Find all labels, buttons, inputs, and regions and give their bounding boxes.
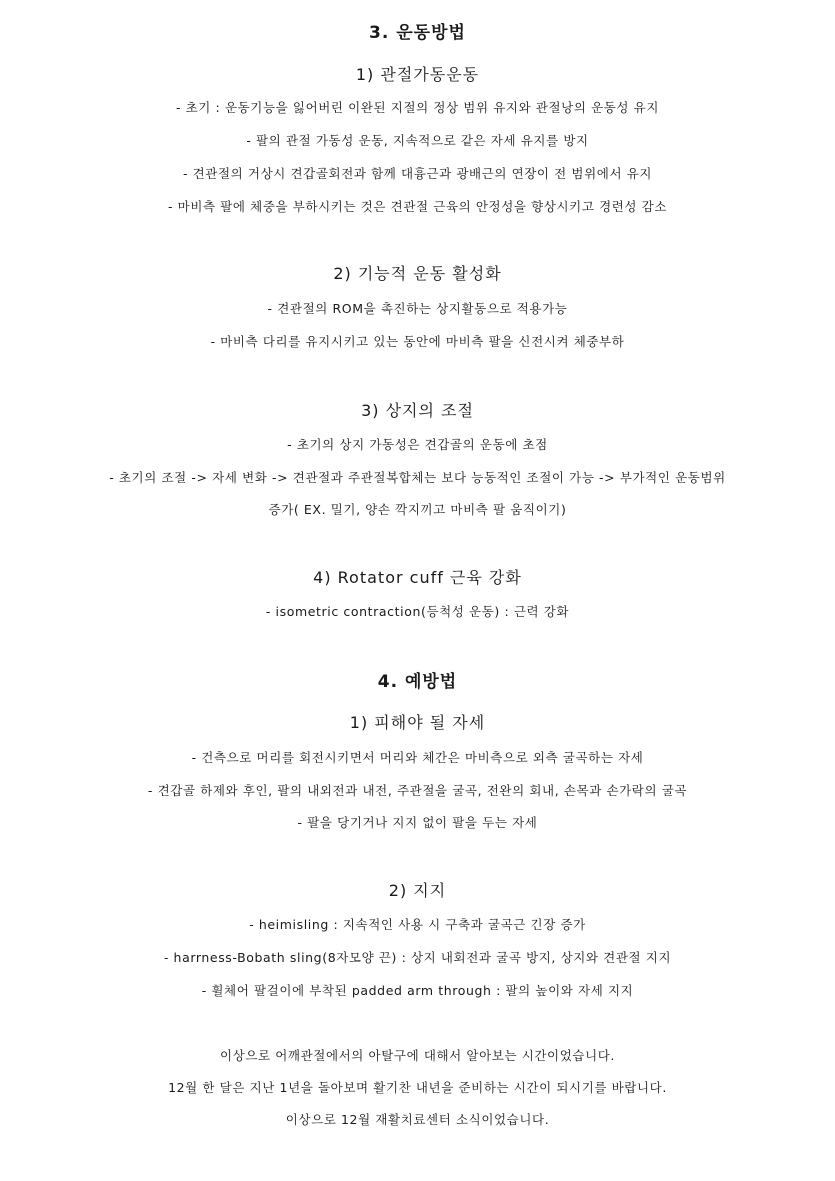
- section-4-sub1-title: 1) 피해야 될 자세: [349, 713, 486, 732]
- section-4-sub2-title: 2) 지지: [388, 881, 447, 900]
- closing-line-3: 이상으로 12월 재활치료센터 소식이었습니다.: [285, 1112, 550, 1127]
- section-3-sub4-line-1: - isometric contraction(등척성 운동) : 근력 강화: [265, 604, 570, 619]
- section-4-sub2-line-2: - harrness-Bobath sling(8자모양 끈) : 상지 내회전과 굴곡 방지, 상지와 견관절 지지: [163, 950, 672, 965]
- section-3-sub3-line-1: - 초기의 상지 가동성은 견갑골의 운동에 초점: [287, 437, 548, 452]
- section-4-sub1-line-3: - 팔을 당기거나 지지 없이 팔을 두는 자세: [297, 815, 538, 830]
- section-4-sub1-line-1: - 건측으로 머리를 회전시키면서 머리와 체간은 마비측으로 외측 굴곡하는 자세: [191, 750, 644, 765]
- section-3-sub2-line-1: - 견관절의 ROM을 촉진하는 상지활동으로 적용가능: [267, 301, 568, 316]
- section-3-sub2-line-2: - 마비측 다리를 유지시키고 있는 동안에 마비측 팔을 신전시켜 체중부하: [210, 334, 625, 349]
- section-3-sub1-title: 1) 관절가동운동: [355, 65, 480, 84]
- section-3-sub3-title: 3) 상지의 조절: [361, 401, 474, 420]
- section-3-sub1-line-4: - 마비측 팔에 체중을 부하시키는 것은 견관절 근육의 안정성을 향상시키고 경련성 감소: [167, 199, 668, 214]
- section-3-sub4-title: 4) Rotator cuff 근육 강화: [313, 568, 522, 587]
- section-3-sub3-line-2: - 초기의 조절 -> 자세 변화 -> 견관절과 주관절복합체는 보다 능동적인 조절이 가능 -> 부가적인 운동범위: [109, 470, 726, 485]
- section-4-sub1-line-2: - 견갑골 하제와 후인, 팔의 내외전과 내전, 주관절을 굴곡, 전완의 회내, 손목과 손가락의 굴곡: [147, 783, 688, 798]
- section-3-sub3-line-3: 증가( EX. 밀기, 양손 깍지끼고 마비측 팔 움직이기): [268, 502, 567, 517]
- section-3-title: 3. 운동방법: [369, 23, 466, 43]
- section-3-sub1-line-2: - 팔의 관절 가동성 운동, 지속적으로 같은 자세 유지를 방지: [246, 133, 589, 148]
- section-4-sub2-line-3: - 휠체어 팔걸이에 부착된 padded arm through : 팔의 높이와 자세 지지: [201, 983, 634, 998]
- closing-line-2: 12월 한 달은 지난 1년을 돌아보며 활기찬 내년을 준비하는 시간이 되시기를 바랍니다.: [168, 1080, 667, 1095]
- section-3-sub2-title: 2) 기능적 운동 활성화: [333, 264, 502, 283]
- section-3-sub1-line-1: - 초기 : 운동기능을 잃어버린 이완된 지절의 정상 범위 유지와 관절낭의 운동성 유지: [175, 100, 660, 115]
- section-4-title: 4. 예방법: [377, 672, 458, 692]
- section-4-sub2-line-1: - heimisling : 지속적인 사용 시 구축과 굴곡근 긴장 증가: [249, 917, 586, 932]
- section-3-sub1-line-3: - 견관절의 거상시 견갑골회전과 함께 대흉근과 광배근의 연장이 전 범위에서 유지: [182, 166, 653, 181]
- closing-line-1: 이상으로 어깨관절에서의 아탈구에 대해서 알아보는 시간이었습니다.: [219, 1048, 616, 1063]
